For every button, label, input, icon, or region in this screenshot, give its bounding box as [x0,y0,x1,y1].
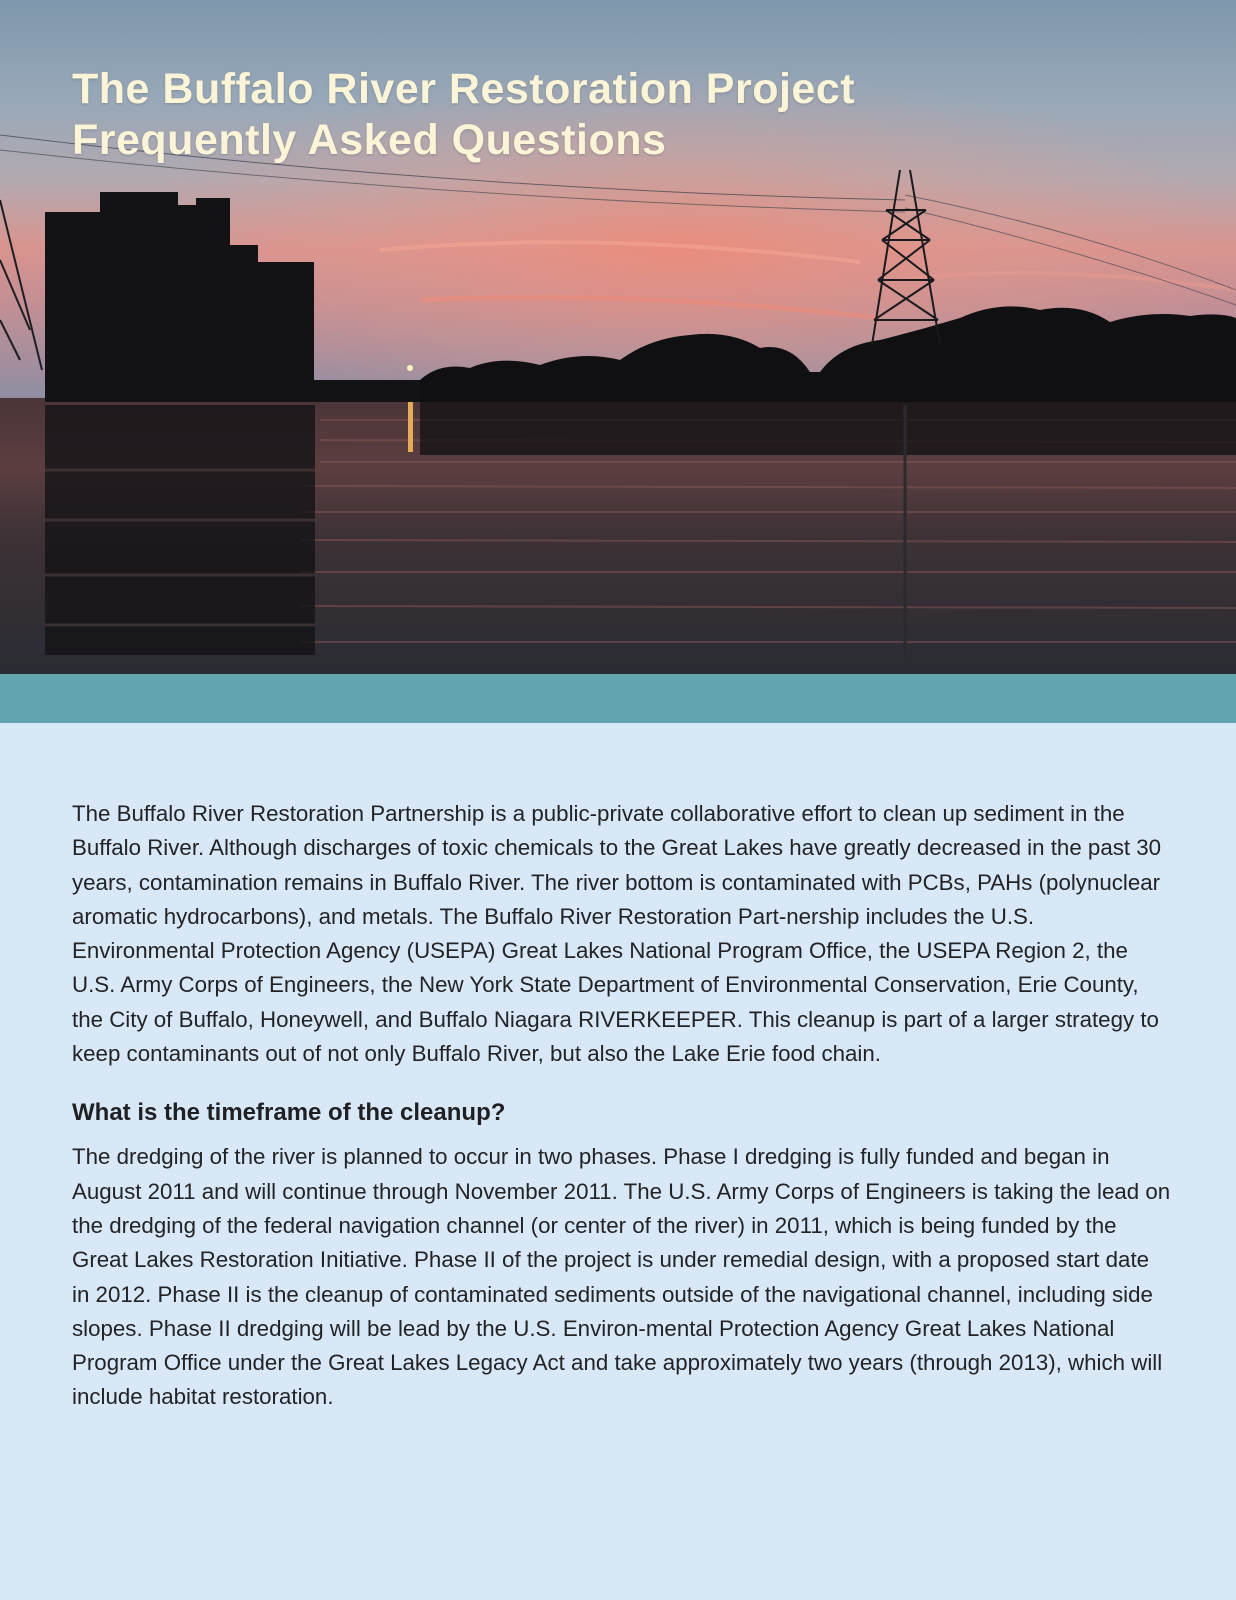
faq-question: What is the timeframe of the cleanup? [72,1099,506,1127]
main-content [72,797,1172,1415]
intro-paragraph: The Buffalo River Restoration Partnership is a public-private collaborative effort to clean up sediment in the Buffalo River. Although discharges of toxic chemicals to the Great Lakes have greatly decreased in the past 30 years, contamination remains in Buffalo River. The river bottom is contaminated with PCBs, PAHs (polynuclear aromatic hydrocarbons), and metals. The Buffalo River Restoration Part-nership includes the U.S. Environmental Protection Agency (USEPA) Great Lakes National Program Office, the USEPA Region 2, the U.S. Army Corps of Engineers, the New York State Department of Environmental Conservation, Erie County, the City of Buffalo, Honeywell, and Buffalo Niagara RIVERKEEPER. This cleanup is part of a larger strategy to keep contaminants out of not only Buffalo River, but also the Lake Erie food chain. [72,801,1162,1067]
title-line-1: The Buffalo River Restoration Project [72,65,856,113]
faq-answer: The dredging of the river is planned to occur in two phases. Phase I dredging is fully funded and began in August 2011 and will continue through November 2011. The U.S. Army Corps of Engineers is taking the lead on the dredging of the federal navigation channel (or center of the river) in 2011, which is being funded by the Great Lakes Restoration Initiative. Phase II of the project is under remedial design, with a proposed start date in 2012. Phase II is the cleanup of contaminated sediments outside of the navigational channel, including side slopes. Phase II dredging will be lead by the U.S. Environ-mental Protection Agency Great Lakes National Program Office under the Great Lakes Legacy Act and take approximately two years (through 2013), which will include habitat restoration. [72,1144,1171,1410]
page-title [72,64,855,166]
title-line-2: Frequently Asked Questions [72,116,667,164]
hero-image [0,0,1236,674]
accent-band [0,674,1236,723]
